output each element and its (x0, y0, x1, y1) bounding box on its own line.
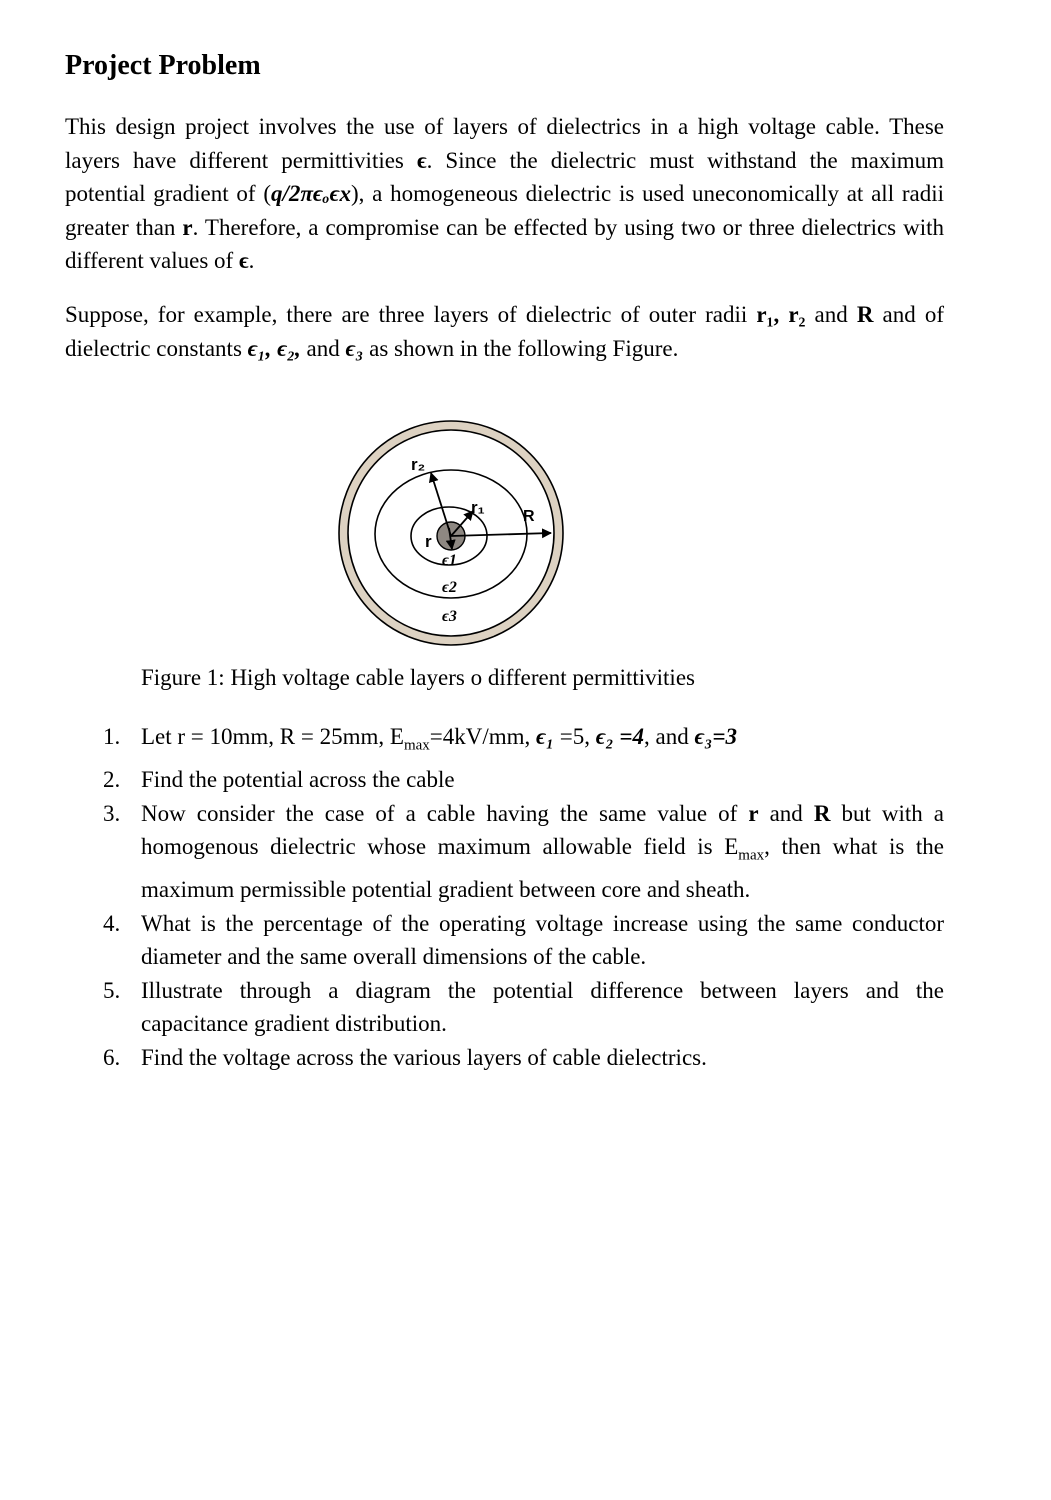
label-epsilon-1: ϵ1 (442, 552, 457, 569)
question-list (65, 720, 944, 1074)
label-epsilon-2: ϵ2 (442, 579, 457, 596)
label-r1: r₁ (471, 498, 485, 517)
label-r2: r₂ (411, 455, 426, 474)
label-R: R (523, 508, 535, 525)
label-r: r (425, 532, 432, 551)
intro-paragraph-2: Suppose, for example, there are three layers of dielectric of outer radii r₁, r₂ and R and of dielectric constants ϵ₁, ϵ₂, and ϵ₃ as shown in the following Figure. (65, 302, 944, 361)
gradient-formula: q/2πϵₒϵx (270, 181, 351, 206)
list-item: 1. Let r = 10mm, R = 25mm, $E_{max}=4kV/mm$, ϵ₁ =5, ϵ₂ =4, and ϵ₃=3 (103, 724, 737, 754)
label-epsilon-3: ϵ3 (442, 608, 457, 625)
list-item: 3. Now consider the case of a cable having the same value of r and R but with a homogenous dielectric whose maximum allowable field is $E_{max}$, then what is the maximum permissible potential gradient between core and sheath. (103, 800, 944, 903)
list-item: 2. Find the potential across the cable (103, 767, 455, 793)
list-item: 4. What is the percentage of the operating voltage increase using the same conductor diameter and the same overall dimensions of the cable. (103, 910, 944, 970)
list-item: 6. Find the voltage across the various layers of cable dielectrics. (103, 1044, 707, 1070)
list-item: 5. Illustrate through a diagram the potential difference between layers and the capacitance gradient distribution. (103, 977, 944, 1037)
cable-cross-section-figure (325, 418, 580, 653)
page-title: Project Problem (65, 50, 261, 81)
figure-caption: Figure 1: High voltage cable layers o different permittivities (141, 665, 695, 690)
intro-paragraph-1: This design project involves the use of layers of dielectrics in a high voltage cable. These layers have different permittivities ϵ. Since the dielectric must withstand the maximum potential gradient of (q/2πϵₒϵx), a homogeneous dielectric is used uneconomically at all radii greater than r. Therefore, a compromise can be effected by using two or three dielectrics with different values of ϵ. (65, 114, 945, 273)
